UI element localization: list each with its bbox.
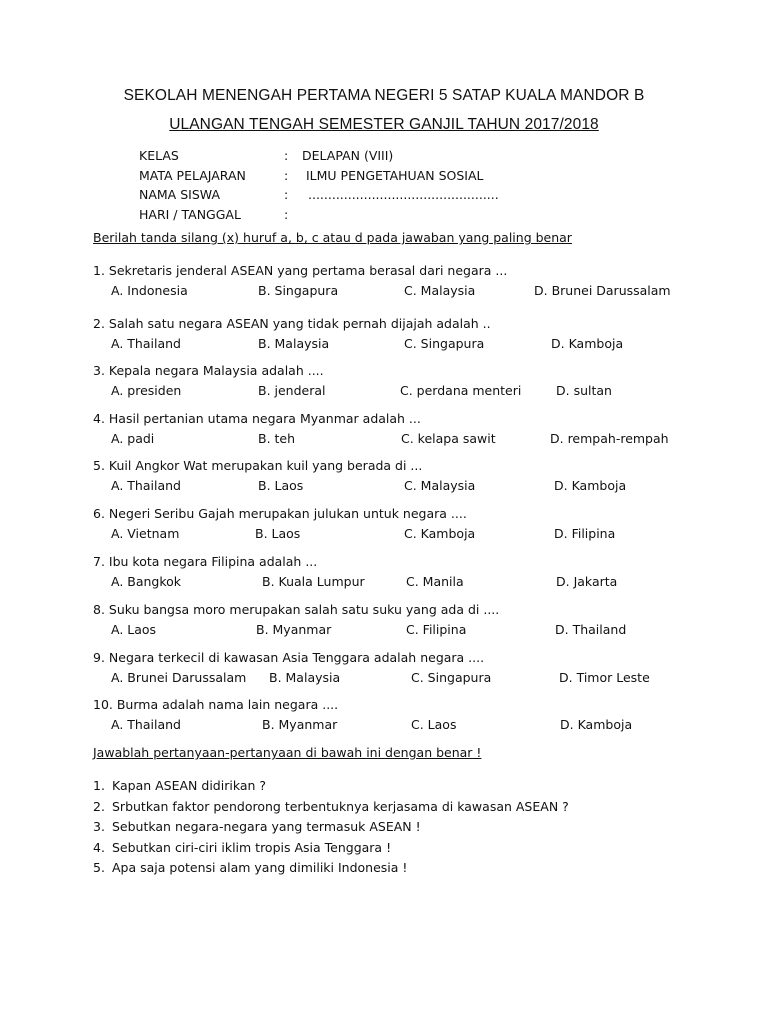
option-b: B. Malaysia [269, 670, 341, 685]
question-2 [93, 314, 624, 354]
question-6 [93, 504, 616, 544]
option-c: C. Singapura [404, 336, 485, 351]
option-a: A. Thailand [111, 336, 181, 351]
info-colon: : [284, 148, 289, 163]
question-text: 6. Negeri Seribu Gajah merupakan julukan untuk negara .... [93, 506, 467, 521]
option-a: A. padi [111, 431, 155, 446]
option-c: C. Malaysia [404, 283, 476, 298]
question-9 [93, 648, 650, 688]
option-a: A. Laos [111, 622, 157, 637]
school-title: SEKOLAH MENENGAH PERTAMA NEGERI 5 SATAP KUALA MANDOR B [123, 87, 645, 104]
essay-instruction: Jawablah pertanyaan-pertanyaan di bawah ini dengan benar ! [93, 745, 482, 760]
option-b: B. jenderal [258, 383, 326, 398]
info-label: KELAS [139, 148, 179, 163]
question-text: 9. Negara terkecil di kawasan Asia Tenggara adalah negara .... [93, 650, 485, 665]
option-d: D. Timor Leste [559, 670, 650, 685]
question-10 [93, 695, 633, 735]
option-c: C. Malaysia [404, 478, 476, 493]
option-c: C. Singapura [411, 670, 492, 685]
essay-text: Srbutkan faktor pendorong terbentuknya kerjasama di kawasan ASEAN ? [112, 798, 569, 814]
info-row-class [139, 146, 499, 166]
essay-item [93, 858, 569, 879]
essay-number: 5. [93, 860, 105, 875]
info-value: ................................................ [308, 187, 499, 202]
option-b: B. Laos [255, 526, 301, 541]
question-8 [93, 600, 627, 640]
option-a: A. Thailand [111, 478, 181, 493]
question-5 [93, 456, 627, 496]
option-d: D. Kamboja [551, 336, 624, 351]
option-d: D. rempah-rempah [550, 431, 669, 446]
question-text: 7. Ibu kota negara Filipina adalah ... [93, 554, 318, 569]
option-c: C. Manila [406, 574, 464, 589]
option-b: B. Singapura [258, 283, 339, 298]
info-row-date [139, 205, 499, 225]
info-row-subject [139, 166, 499, 186]
option-c: C. kelapa sawit [401, 431, 496, 446]
question-text: 10. Burma adalah nama lain negara .... [93, 697, 339, 712]
essay-number: 2. [93, 798, 105, 814]
option-c: C. Filipina [406, 622, 467, 637]
exam-title [0, 116, 768, 134]
question-options [93, 429, 669, 449]
option-c: C. perdana menteri [400, 383, 522, 398]
essay-item [93, 838, 569, 859]
info-colon: : [284, 167, 289, 183]
option-d: D. sultan [556, 383, 612, 398]
essay-text: Kapan ASEAN didirikan ? [112, 778, 267, 793]
info-label: HARI / TANGGAL [139, 206, 241, 222]
option-a: A. Thailand [111, 717, 181, 732]
option-b: B. teh [258, 431, 296, 446]
question-4 [93, 409, 669, 449]
info-row-name [139, 185, 499, 205]
option-a: A. Vietnam [111, 526, 180, 541]
question-text: 5. Kuil Angkor Wat merupakan kuil yang berada di ... [93, 458, 423, 473]
info-value: ILMU PENGETAHUAN SOSIAL [306, 167, 484, 183]
info-colon: : [284, 187, 289, 202]
info-label: NAMA SISWA [139, 187, 220, 202]
option-a: A. Bangkok [111, 574, 182, 589]
option-b: B. Malaysia [258, 336, 330, 351]
option-d: D. Thailand [555, 622, 627, 637]
essay-item [93, 797, 569, 818]
student-info [139, 146, 499, 224]
question-text: 4. Hasil pertanian utama negara Myanmar adalah ... [93, 411, 421, 426]
exam-title-text: ULANGAN TENGAH SEMESTER GANJIL TAHUN 2017/2018 [169, 116, 599, 133]
option-d: D. Jakarta [556, 574, 618, 589]
essay-number: 4. [93, 839, 105, 855]
option-d: D. Filipina [554, 526, 616, 541]
question-options [93, 620, 627, 640]
option-b: B. Kuala Lumpur [262, 574, 365, 589]
question-options [93, 281, 671, 301]
mc-instruction: Berilah tanda silang (x) huruf a, b, c atau d pada jawaban yang paling benar [93, 230, 572, 245]
option-a: A. presiden [111, 383, 182, 398]
question-options [93, 524, 616, 544]
question-options [93, 476, 627, 496]
question-options [93, 381, 612, 401]
question-options [93, 572, 618, 592]
essay-text: Sebutkan ciri-ciri iklim tropis Asia Tenggara ! [112, 839, 392, 855]
option-c: C. Kamboja [404, 526, 476, 541]
question-options [93, 334, 624, 354]
option-b: B. Myanmar [262, 717, 338, 732]
question-3 [93, 361, 612, 401]
question-options [93, 668, 650, 688]
info-colon: : [284, 206, 289, 222]
question-options [93, 715, 633, 735]
essay-item [93, 776, 569, 797]
option-a: A. Brunei Darussalam [111, 670, 247, 685]
essay-item [93, 817, 569, 838]
question-7 [93, 552, 618, 592]
question-1 [93, 261, 671, 301]
essay-text: Sebutkan negara-negara yang termasuk ASEAN ! [112, 819, 421, 834]
essay-questions [93, 776, 569, 879]
question-text: 3. Kepala negara Malaysia adalah .... [93, 363, 324, 378]
option-a: A. Indonesia [111, 283, 188, 298]
option-d: D. Kamboja [554, 478, 627, 493]
question-text: 2. Salah satu negara ASEAN yang tidak pernah dijajah adalah .. [93, 316, 491, 331]
option-d: D. Brunei Darussalam [534, 283, 671, 298]
question-text: 1. Sekretaris jenderal ASEAN yang pertama berasal dari negara ... [93, 263, 508, 278]
option-b: B. Myanmar [256, 622, 332, 637]
option-c: C. Laos [411, 717, 457, 732]
option-d: D. Kamboja [560, 717, 633, 732]
info-value: DELAPAN (VIII) [302, 148, 394, 163]
essay-number: 3. [93, 819, 105, 834]
option-b: B. Laos [258, 478, 304, 493]
essay-text: Apa saja potensi alam yang dimiliki Indonesia ! [112, 860, 408, 875]
question-text: 8. Suku bangsa moro merupakan salah satu suku yang ada di .... [93, 602, 500, 617]
essay-number: 1. [93, 778, 105, 793]
info-label: MATA PELAJARAN [139, 167, 246, 183]
